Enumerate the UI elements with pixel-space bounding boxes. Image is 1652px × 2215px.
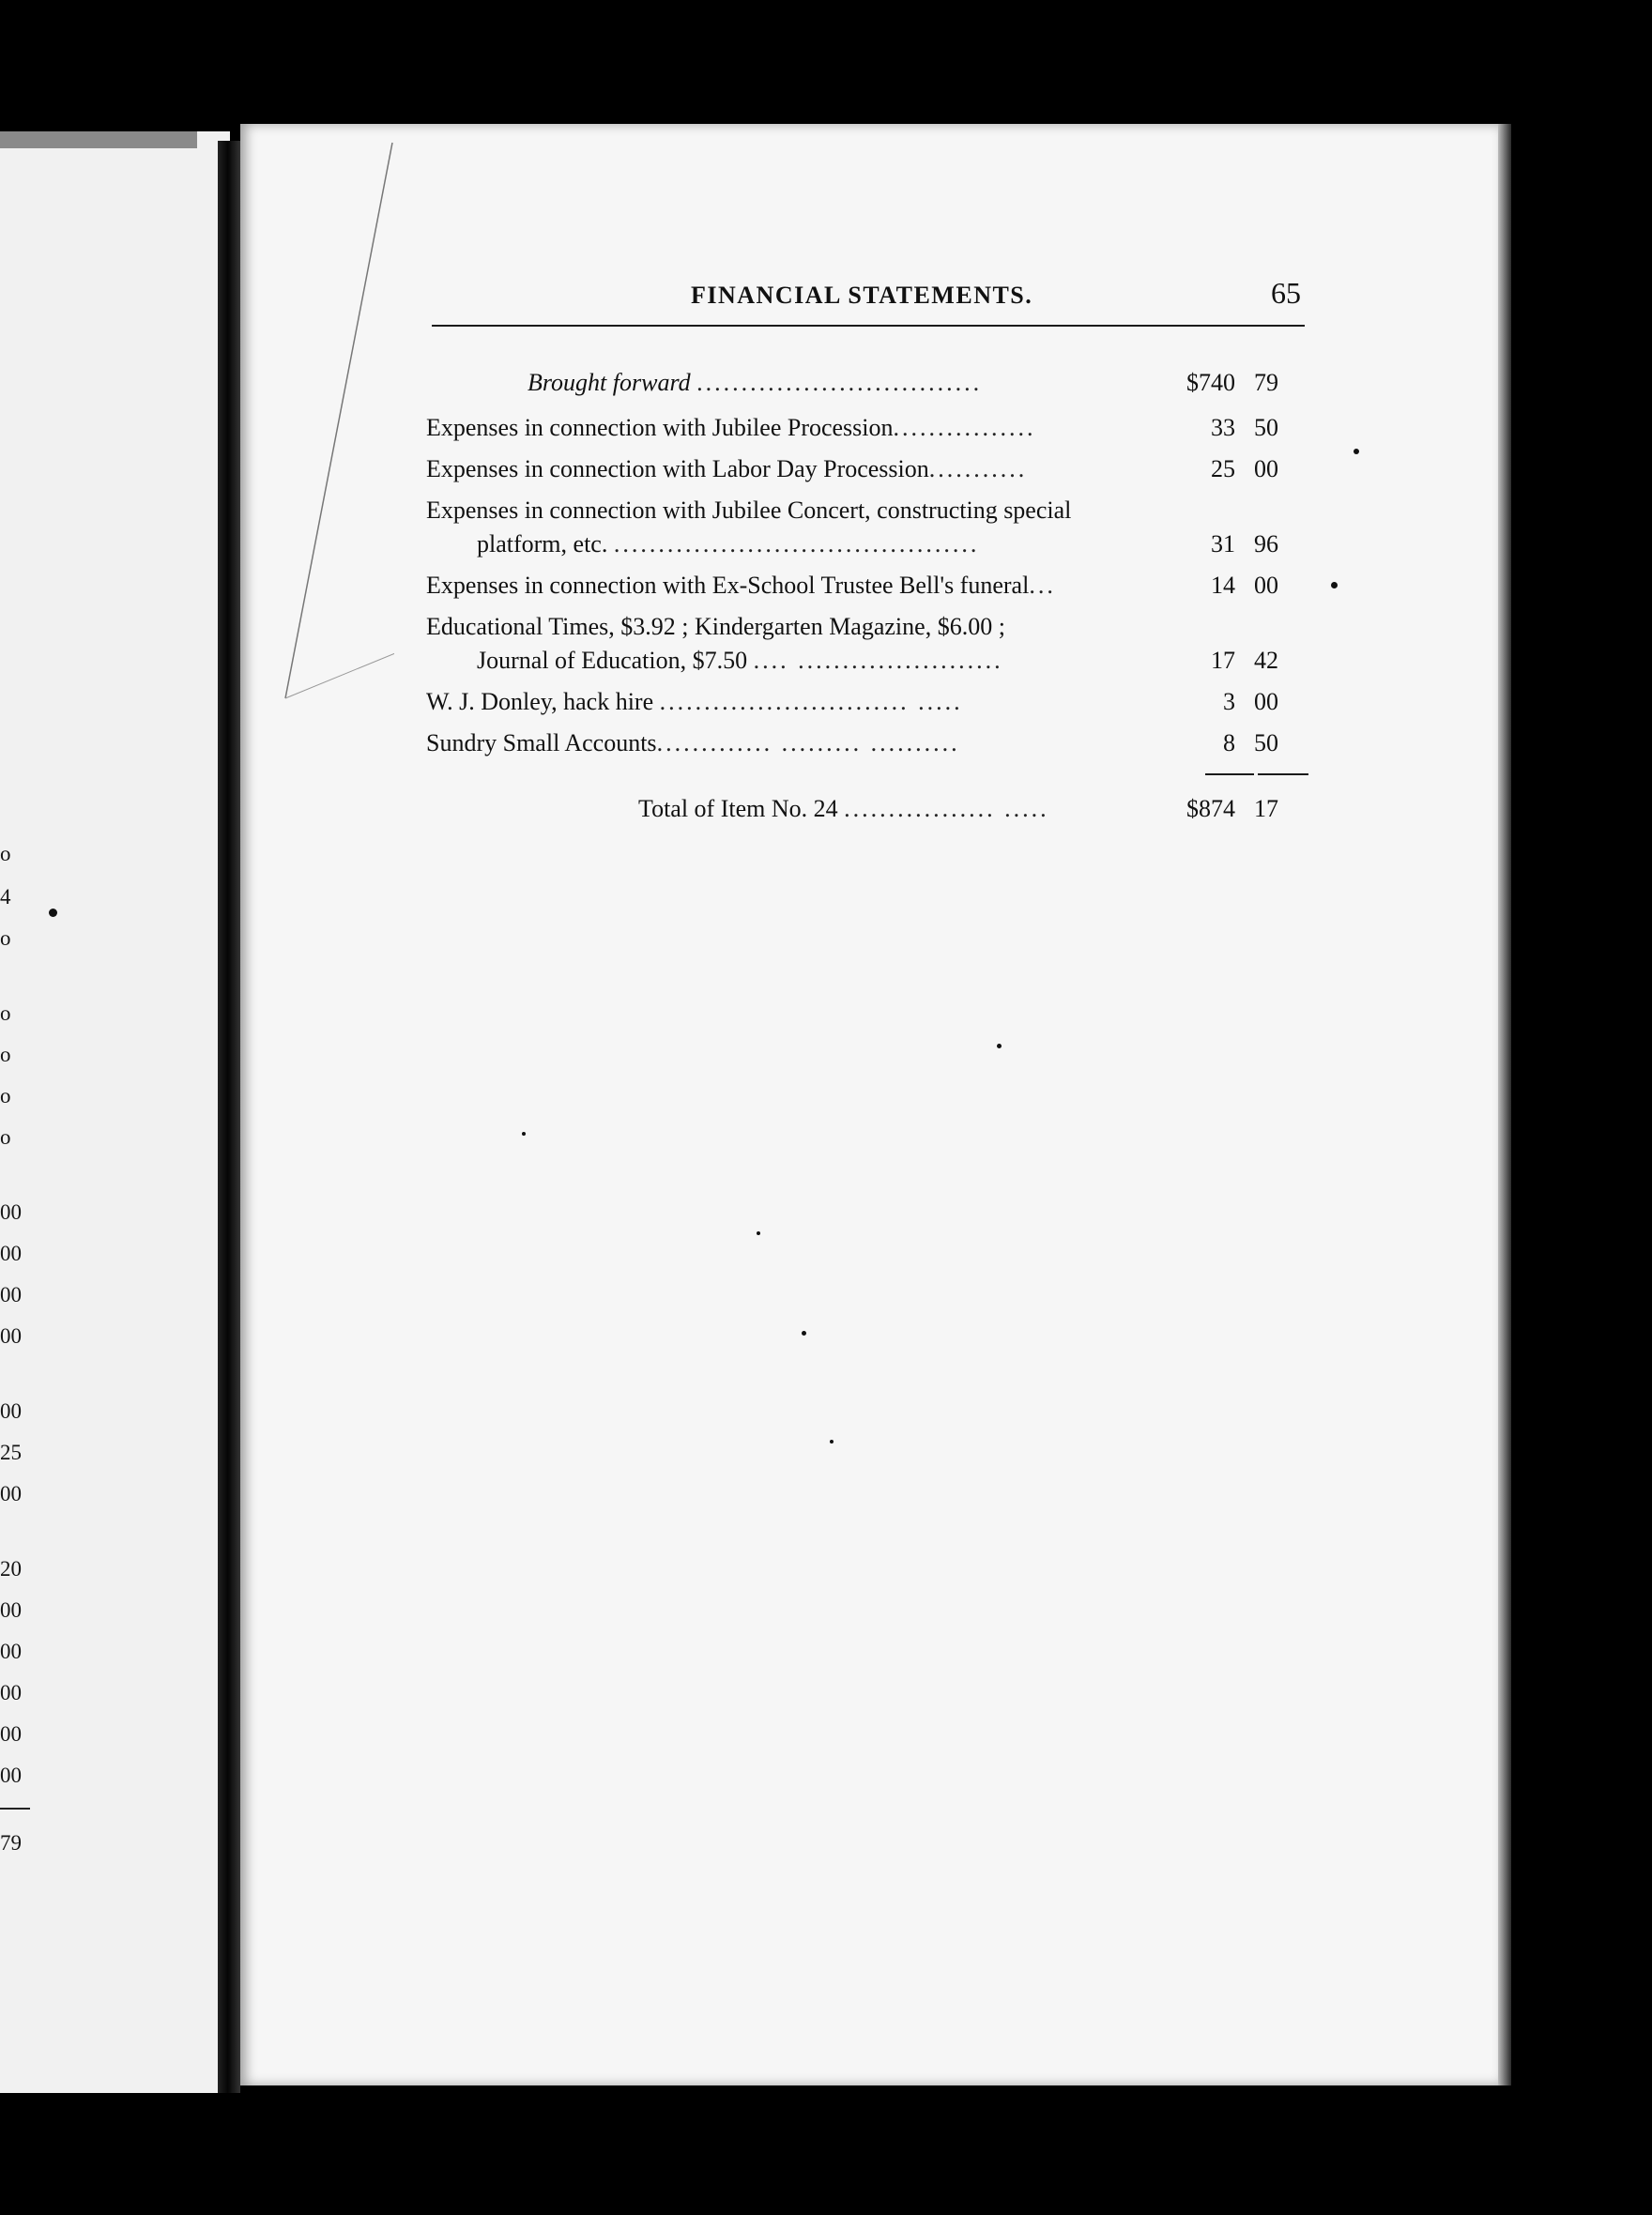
left-column-figure: 00 [0,1324,22,1348]
left-column-figure: 00 [0,1681,22,1704]
entry-label: Brought forward [528,369,691,396]
left-column-figure: 4 [0,885,11,909]
entry-dollars: 31 [1211,530,1235,558]
entry-description [426,451,1205,488]
entry-cents: 00 [1254,688,1278,715]
entry-description [426,526,1205,563]
left-column-figure: o [0,1125,11,1149]
dot-leader: ................ [893,414,1036,441]
left-column-total: 79 [0,1831,22,1855]
left-column-figure: 00 [0,1399,22,1423]
left-column-figure: 00 [0,1482,22,1505]
entry-label: Expenses in connection with Labor Day Procession [426,455,929,482]
header-rule [432,325,1305,327]
total-dollars: $874 [1186,795,1235,822]
left-column-figure: o [0,1001,11,1025]
dot-leader: ........... [928,455,1028,482]
scan-speck [802,1331,806,1336]
left-column-sum-rule [0,1808,30,1810]
entry-dollars: 25 [1211,455,1235,482]
left-column-figure: 25 [0,1441,22,1464]
dot-leader: ................. ..... [844,795,1049,822]
scan-artifact-line [282,141,394,704]
total-description [426,790,1205,828]
entry-cents: 42 [1254,647,1278,674]
dot-leader: ............................ ..... [659,688,963,715]
dot-leader: ... [1029,572,1056,599]
left-column-figure: o [0,1043,11,1066]
left-column-figure: 00 [0,1764,22,1787]
scan-speck [1354,449,1359,454]
entry-dollars: 3 [1223,688,1235,715]
entry-description [426,608,1205,646]
entry-label: Educational Times, $3.92 ; Kindergarten Magazine, $6.00 ; [426,613,1005,640]
entry-dollars: 17 [1211,647,1235,674]
left-column-figure: 00 [0,1598,22,1622]
entry-description [426,642,1205,680]
entry-cents: 00 [1254,572,1278,599]
entry-dollars: 14 [1211,572,1235,599]
entry-label: Sundry Small Accounts [426,729,657,756]
dot-leader: ......................................... [613,530,980,558]
scan-speck [522,1132,526,1136]
entry-dollars: 8 [1223,729,1235,756]
entry-cents: 00 [1254,455,1278,482]
dot-leader: ............. ......... .......... [656,729,960,756]
left-column-figure: 00 [0,1242,22,1265]
book-gutter [218,141,240,2093]
entry-cents: 79 [1254,369,1278,396]
entry-description [426,409,1205,447]
dot-leader: .... ....................... [753,647,1003,674]
total-cents: 17 [1254,795,1278,822]
entry-cents: 50 [1254,729,1278,756]
scan-speck [830,1440,834,1444]
entry-description [426,725,1205,762]
entry-dollars: 33 [1211,414,1235,441]
entry-label: Journal of Education, $7.50 [477,647,748,674]
dot-leader: ................................ [696,369,983,396]
page-number: 65 [1271,276,1301,310]
entry-description [426,364,1205,402]
left-column-figure: o [0,1084,11,1108]
previous-page-fragment [0,131,230,2093]
left-column-figure: 00 [0,1283,22,1306]
previous-page-top-edge [0,131,197,148]
scan-speck [1331,582,1338,588]
running-title: FINANCIAL STATEMENTS. [691,282,1033,309]
total-label: Total of Item No. 24 [638,795,838,822]
entry-label: Expenses in connection with Ex-School Trustee Bell's funeral [426,572,1030,599]
page-header [432,274,1305,330]
scan-speck [997,1044,1002,1048]
entry-label: Expenses in connection with Jubilee Concert, constructing special [426,496,1072,524]
left-column-figure: 00 [0,1722,22,1746]
entry-dollars: $740 [1186,369,1235,396]
entry-description [426,683,1205,721]
page-right-edge [1498,124,1511,2085]
entry-label: Expenses in connection with Jubilee Procession [426,414,894,441]
left-column-figure: 00 [0,1640,22,1663]
scan-speck [49,909,57,917]
entry-cents: 96 [1254,530,1278,558]
left-column-figure: 20 [0,1557,22,1581]
left-column-figure: o [0,842,11,865]
entry-label: platform, etc. [477,530,608,558]
left-column-figure: o [0,926,11,950]
entry-cents: 50 [1254,414,1278,441]
sum-rule-dollars [1205,773,1254,775]
entry-description [426,567,1205,604]
entry-label: W. J. Donley, hack hire [426,688,654,715]
left-column-figure: 00 [0,1200,22,1224]
entry-description [426,492,1205,529]
scan-speck [757,1231,760,1235]
sum-rule-cents [1258,773,1308,775]
